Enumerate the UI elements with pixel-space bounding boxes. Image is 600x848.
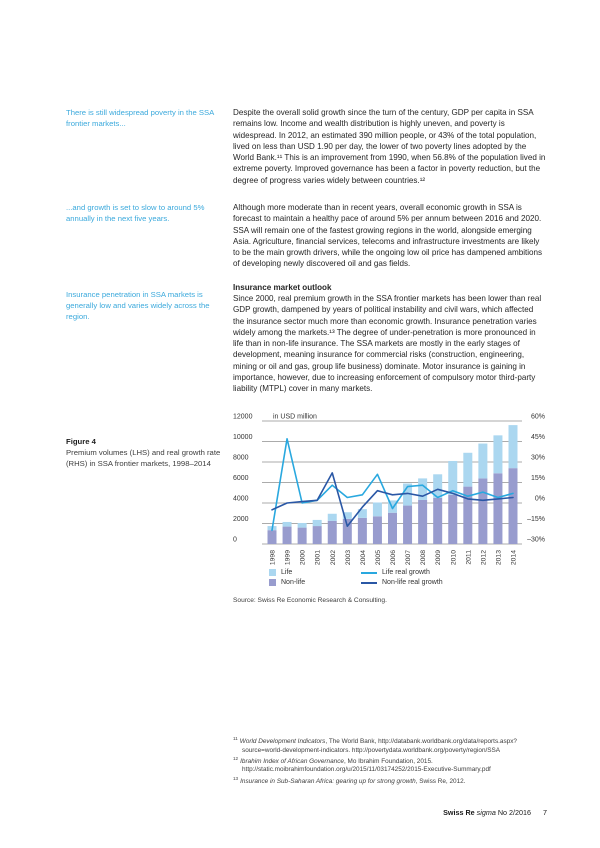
nonlife-swatch-icon [269,579,276,586]
legend-label-life-growth: Life real growth [382,569,430,576]
section-heading-insurance-outlook: Insurance market outlook [233,283,332,292]
footer-publication-number: No 2/2016 [495,808,531,817]
footnotes [233,735,551,786]
svg-text:0%: 0% [534,495,545,503]
figure4-chart [233,413,545,575]
svg-text:2010: 2010 [450,550,458,566]
svg-text:2001: 2001 [314,550,322,566]
page-number: 7 [543,808,547,817]
svg-text:2002: 2002 [329,550,337,566]
svg-text:45%: 45% [530,434,545,441]
paragraph-insurance-outlook: Since 2000, real premium growth in the SSA frontier markets has been lower than real GDP growth, dampened by years of political instability and civil wars, which affected the insurance sector much more than economic growth. Insurance penetration varies widely among the markets.¹³ The degree of under-penetration is more pronounced in life than in non-life insurance. The SSA markets are mostly in the early stages of development, meaning insurance for commercial risks (construction, engineering, mining or oil and gas, group life business) dominate. Motor insurance is gaining in importance, however, due to increasing enforcement of compulsory motor third-party liability (MTPL) cover in many markets. [233,294,542,394]
page-footer [233,808,547,817]
svg-text:2009: 2009 [435,550,443,566]
life-growth-line-icon [361,572,377,574]
svg-text:4000: 4000 [233,495,249,503]
margin-note-poverty: There is still widespread poverty in the SSA frontier markets... [66,108,214,129]
footnote-12 [233,755,551,775]
footnote-number: 13 [233,775,239,781]
footnote-13 [233,775,551,787]
svg-text:1999: 1999 [284,550,292,566]
svg-text:8000: 8000 [233,454,249,462]
margin-note-penetration: Insurance penetration in SSA markets is generally low and varies widely across the region. [66,290,210,322]
svg-text:0: 0 [233,536,237,544]
footer-brand: Swiss Re [443,808,475,817]
svg-text:60%: 60% [530,413,545,421]
legend-item-life-growth [361,569,443,576]
footnote-text: , Swiss Re, 2012. [415,778,466,785]
svg-text:2014: 2014 [510,550,518,566]
legend-item-nonlife [269,579,361,586]
paragraph-growth-forecast: Although more moderate than in recent years, overall economic growth in SSA is forecast to maintain a healthy pace of around 5% per annum between 2016 and 2020. SSA will remain one of the fastest growing regions in the world, alongside emerging Asia. Agriculture, financial services, telecoms and infrastructure investments are likely to be the main growth drivers, while the ongoing low oil price has dampened ambitions of developing newly discovered oil and gas fields. [233,203,543,269]
chart-source: Source: Swiss Re Economic Research & Consulting. [233,597,387,604]
footer-publication: sigma [476,808,496,817]
svg-text:2008: 2008 [420,550,428,566]
svg-text:1998: 1998 [269,550,277,566]
svg-text:6000: 6000 [233,475,249,482]
svg-text:10000: 10000 [233,434,253,441]
svg-text:2006: 2006 [390,550,397,566]
footnote-text: , Mo Ibrahim Foundation, 2015. http://static.moibrahimfoundation.org/u/2015/11/03174252/2015-Executive-Summary.pdf [242,758,491,774]
footnote-text: , The World Bank, http://databank.worldbank.org/data/reports.aspx?source=world-development-indicators. http://povertydata.worldbank.org/poverty/region/SSA [242,738,517,754]
svg-text:30%: 30% [530,454,545,462]
svg-text:2013: 2013 [495,550,503,566]
svg-text:2000: 2000 [233,516,249,523]
svg-text:2000: 2000 [299,550,307,566]
svg-text:2004: 2004 [359,550,367,566]
footnote-number: 11 [233,736,238,741]
svg-text:12000: 12000 [233,413,253,421]
legend-item-life [269,569,361,576]
svg-text:2005: 2005 [374,550,382,566]
figure-label: Figure 4 [66,437,96,446]
legend-label-nonlife-growth: Non-life real growth [382,579,443,586]
svg-text:2003: 2003 [344,550,352,566]
svg-text:2011: 2011 [465,550,473,565]
svg-text:15%: 15% [530,475,545,482]
nonlife-growth-line-icon [361,582,377,584]
chart-legend [269,569,443,586]
legend-label-nonlife: Non-life [281,579,306,586]
footnote-number: 12 [233,755,239,761]
paragraph-poverty: Despite the overall solid growth since the turn of the century, GDP per capita in SSA remains low. Income and wealth distribution is highly uneven, and poverty is widespread. In 2012, an estimated 390 million people, or 43% of the total population, lived on less than USD 1.90 per day, the lower of two poverty lines adopted by the World Bank.¹¹ This is an improvement from 1990, when 56.8% of the population lived in extreme poverty. Improved governance has been a factor in poverty reduction, but the degree of progress varies widely between countries.¹² [233,108,546,185]
margin-note-growth: ...and growth is set to slow to around 5% annually in the next five years. [66,203,205,224]
svg-text:2007: 2007 [405,550,413,566]
legend-item-nonlife-growth [361,579,443,586]
footnote-title: Ibrahim Index of African Governance [240,758,344,766]
legend-label-life: Life [281,569,293,576]
footnote-11 [233,735,551,755]
footnote-title: World Development Indicators [239,738,326,746]
svg-text:–30%: –30% [527,536,545,544]
figure-caption: Premium volumes (LHS) and real growth rate (RHS) in SSA frontier markets, 1998–2014 [66,448,221,469]
svg-text:in USD million: in USD million [273,413,317,421]
svg-text:2012: 2012 [480,550,488,566]
life-swatch-icon [269,569,276,576]
svg-text:–15%: –15% [527,516,545,523]
footnote-title: Insurance in Sub-Saharan Africa: gearing up for strong growth [240,778,416,785]
